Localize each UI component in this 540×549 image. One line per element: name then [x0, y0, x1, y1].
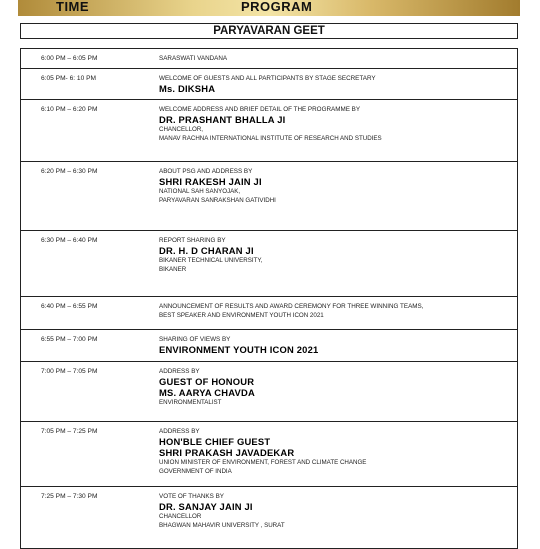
program-cell — [159, 297, 517, 329]
speaker-detail: BIKANER TECHNICAL UNIVERSITY, — [159, 257, 263, 264]
speaker-name: GUEST OF HONOUR — [159, 376, 255, 387]
program-description: SHARING OF VIEWS BY — [159, 336, 231, 343]
time-slot: 7:05 PM – 7:25 PM — [41, 428, 98, 435]
schedule-table — [20, 48, 518, 549]
program-description: ANNOUNCEMENT OF RESULTS AND AWARD CEREMONY FOR THREE WINNING TEAMS, — [159, 303, 424, 310]
time-slot: 7:25 PM – 7:30 PM — [41, 493, 98, 500]
program-cell — [159, 100, 517, 161]
program-cell — [159, 231, 517, 296]
program-cell — [159, 49, 517, 68]
time-slot: 6:05 PM- 6: 10 PM — [41, 75, 96, 82]
schedule-row — [21, 330, 517, 362]
time-slot: 6:00 PM – 6:05 PM — [41, 55, 98, 62]
speaker-name: Ms. DIKSHA — [159, 83, 216, 94]
schedule-row — [21, 231, 517, 297]
speaker-detail: MANAV RACHNA INTERNATIONAL INSTITUTE OF RESEARCH AND STUDIES — [159, 135, 382, 142]
schedule-row — [21, 422, 517, 487]
program-cell — [159, 330, 517, 361]
speaker-detail: NATIONAL SAH SANYOJAK, — [159, 188, 241, 195]
program-description: WELCOME ADDRESS AND BRIEF DETAIL OF THE PROGRAMME BY — [159, 106, 361, 113]
schedule-row — [21, 162, 517, 231]
program-description: VOTE OF THANKS BY — [159, 493, 224, 500]
speaker-detail: BEST SPEAKER AND ENVIRONMENT YOUTH ICON 2021 — [159, 312, 324, 319]
program-description: WELCOME OF GUESTS AND ALL PARTICIPANTS BY STAGE SECRETARY — [159, 75, 376, 82]
speaker-detail: PARYAVARAN SANRAKSHAN GATIVIDHI — [159, 197, 276, 204]
program-cell — [159, 162, 517, 230]
speaker-name: DR. H. D CHARAN JI — [159, 245, 254, 256]
schedule-row — [21, 69, 517, 100]
speaker-name: DR. SANJAY JAIN JI — [159, 501, 253, 512]
program-description: ABOUT PSG AND ADDRESS BY — [159, 168, 253, 175]
program-description: ADDRESS BY — [159, 428, 200, 435]
time-slot: 6:55 PM – 7:00 PM — [41, 336, 98, 343]
program-description: SARASWATI VANDANA — [159, 55, 228, 62]
schedule-row — [21, 362, 517, 422]
time-slot: 6:20 PM – 6:30 PM — [41, 168, 98, 175]
program-description: REPORT SHARING BY — [159, 237, 226, 244]
speaker-detail: CHANCELLOR, — [159, 126, 204, 133]
time-slot: 7:00 PM – 7:05 PM — [41, 368, 98, 375]
speaker-name: SHRI PRAKASH JAVADEKAR — [159, 447, 295, 458]
speaker-name: DR. PRASHANT BHALLA JI — [159, 114, 286, 125]
time-slot: 6:40 PM – 6:55 PM — [41, 303, 98, 310]
speaker-name: HON'BLE CHIEF GUEST — [159, 436, 271, 447]
time-column-header: TIME — [56, 0, 90, 14]
header-bar — [18, 0, 520, 16]
speaker-name: ENVIRONMENT YOUTH ICON 2021 — [159, 344, 319, 355]
speaker-name: SHRI RAKESH JAIN JI — [159, 176, 262, 187]
speaker-detail: UNION MINISTER OF ENVIRONMENT, FOREST AND CLIMATE CHANGE — [159, 459, 367, 466]
time-slot: 6:30 PM – 6:40 PM — [41, 237, 98, 244]
schedule-row — [21, 100, 517, 162]
program-cell — [159, 69, 517, 99]
program-cell — [159, 422, 517, 486]
program-column-header: PROGRAM — [241, 0, 313, 14]
program-cell — [159, 487, 517, 548]
speaker-detail: CHANCELLOR — [159, 513, 202, 520]
schedule-row — [21, 49, 517, 69]
speaker-detail: BHAGWAN MAHAVIR UNIVERSITY , SURAT — [159, 522, 285, 529]
program-cell — [159, 362, 517, 421]
time-slot: 6:10 PM – 6:20 PM — [41, 106, 98, 113]
speaker-detail: GOVERNMENT OF INDIA — [159, 468, 232, 475]
speaker-detail: ENVIRONMENTALIST — [159, 399, 222, 406]
program-description: ADDRESS BY — [159, 368, 200, 375]
program-subtitle: PARYAVARAN GEET — [20, 23, 518, 39]
speaker-detail: BIKANER — [159, 266, 187, 273]
speaker-name: MS. AARYA CHAVDA — [159, 387, 255, 398]
schedule-row — [21, 297, 517, 330]
